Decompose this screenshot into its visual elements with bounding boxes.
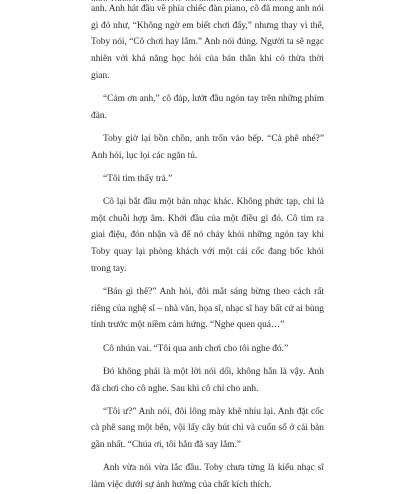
paragraph-1: anh. Anh hát đầu về phía chiếc đàn piano, cô đã mong anh nói gì đó như, “Không ngờ em biết chơi đấy,” nhưng thay vì thế, Toby nói, “Cô chơi hay lắm.” Anh nói đúng. Người ta sẽ ngạc nhiên với khả năng học hỏi của bản thân khi có thừa thời gian. xyxy=(91,4,325,81)
paragraph-8: Đó không phải là một lời nói dối, không hẳn là vậy. Anh đã chơi cho cô nghe. Sau khi cô chỉ cho anh. xyxy=(91,366,324,394)
paragraph-7: Cô nhún vai. “Tôi qua anh chơi cho tôi nghe đó.” xyxy=(103,343,289,354)
paragraph-5: Cô lại bắt đầu một bản nhạc khác. Không phức tạp, chỉ là một chuỗi hợp âm. Khởi đầu của một điều gì đó. Cô tìm ra giai điệu, đón nhận và để nó chảy khỏi những ngón tay khi Toby quay lại phòng khách với một cái cốc đang bốc khói trong tay. xyxy=(91,197,324,274)
paragraph-3: Toby giờ lại bồn chồn, anh trốn vào bếp. “Cà phê nhé?” Anh hỏi, lục lọi các ngăn tủ. xyxy=(91,133,324,161)
paragraph-6: “Bản gì thế?” Anh hỏi, đôi mắt sáng bừng theo cách rất riêng của nghệ sĩ – nhà văn, họa sĩ, nhạc sĩ hay bất cứ ai bùng tỉnh trước một niềm cảm hứng. “Nghe quen quá…” xyxy=(91,287,324,331)
paragraph-9: “Tôi ư?” Anh nói, đôi lông mày khẽ nhíu lại. Anh đặt cốc cà phê sang một bên, vội lấy cây bút chì và cuốn sổ ở cái bàn gần nhất. “Chúa ơi, tôi hẳn đã say lắm.” xyxy=(91,406,324,451)
paragraph-2: “Cảm ơn anh,” cô đáp, lướt đầu ngón tay trên những phím đàn. xyxy=(91,94,324,121)
paragraph-10: Anh vừa nói vừa lắc đầu. Toby chưa từng là kiểu nhạc sĩ làm việc dưới sự ảnh hưởng của chất kích thích. xyxy=(91,463,324,491)
paragraph-4: “Tôi tìm thấy trà.” xyxy=(103,173,173,184)
